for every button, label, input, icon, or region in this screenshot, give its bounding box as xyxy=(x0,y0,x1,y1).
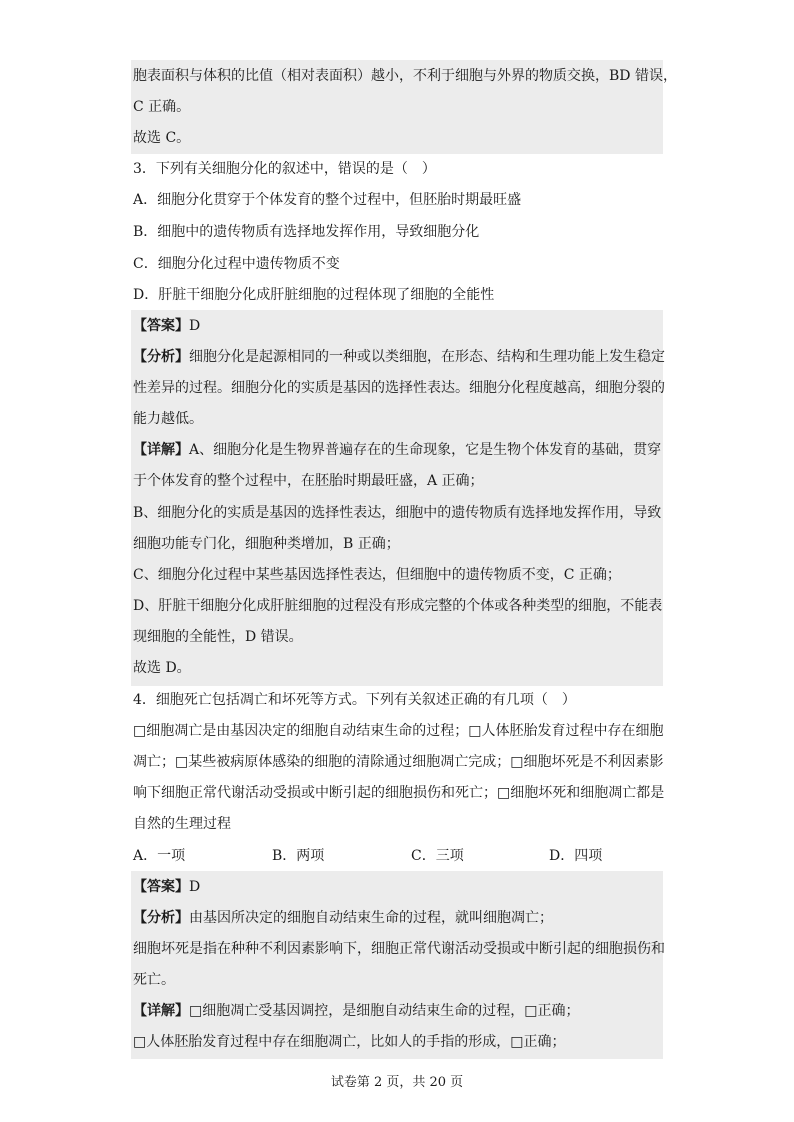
detail-text: A、细胞分化是生物界普遍存在的生命现象，它是生物个体发育的基础，贯穿 xyxy=(189,442,662,458)
question-4-analysis xyxy=(133,908,663,928)
question-4-option-a: A．一项 xyxy=(133,848,186,864)
text-line: 于个体发育的整个过程中，在胚胎时期最旺盛，A 正确； xyxy=(133,473,484,489)
detail-tag: 【详解】 xyxy=(133,1003,189,1019)
question-4-option-c: C．三项 xyxy=(411,848,464,864)
answer-value: D xyxy=(189,318,201,334)
question-4-stem: 4．细胞死亡包括凋亡和坏死等方式。下列有关叙述正确的有几项（ ） xyxy=(133,692,576,708)
text-line: 故选 D。 xyxy=(133,660,191,676)
text-line: 响下细胞正常代谢活动受损或中断引起的细胞损伤和死亡；□细胞坏死和细胞凋亡都是 xyxy=(133,785,665,801)
question-4-option-b: B．两项 xyxy=(272,848,325,864)
text-line: B、细胞分化的实质是基因的选择性表达，细胞中的遗传物质有选择地发挥作用，导致 xyxy=(133,505,662,521)
analysis-text: 细胞分化是起源相同的一种或以类细胞，在形态、结构和生理功能上发生稳定 xyxy=(189,349,665,365)
answer-tag: 【答案】 xyxy=(133,318,189,334)
question-3-option-a: A．细胞分化贯穿于个体发育的整个过程中，但胚胎时期最旺盛 xyxy=(133,192,522,208)
question-3-answer xyxy=(133,316,663,336)
question-3-detail xyxy=(133,440,663,460)
detail-tag: 【详解】 xyxy=(133,442,189,458)
text-line: 能力越低。 xyxy=(133,411,203,427)
text-line: 自然的生理过程 xyxy=(133,816,231,832)
text-line: □人体胚胎发育过程中存在细胞凋亡，比如人的手指的形成，□正确； xyxy=(133,1034,566,1050)
question-3-stem: 3．下列有关细胞分化的叙述中，错误的是（ ） xyxy=(133,161,436,177)
answer-value: D xyxy=(189,879,201,895)
question-4-answer xyxy=(133,877,663,897)
analysis-tag: 【分析】 xyxy=(133,349,189,365)
shaded-block-q4-solution xyxy=(131,871,663,1059)
text-line: 细胞功能专门化，细胞种类增加，B 正确； xyxy=(133,536,400,552)
detail-text: □细胞凋亡受基因调控，是细胞自动结束生命的过程，□正确； xyxy=(189,1003,580,1019)
text-line: 性差异的过程。细胞分化的实质是基因的选择性表达。细胞分化程度越高，细胞分裂的 xyxy=(133,380,665,396)
text-line: 细胞坏死是指在种种不利因素影响下，细胞正常代谢活动受损或中断引起的细胞损伤和 xyxy=(133,941,665,957)
analysis-text: 由基因所决定的细胞自动结束生命的过程，就叫细胞凋亡； xyxy=(189,910,553,926)
question-3-option-d: D．肝脏干细胞分化成肝脏细胞的过程体现了细胞的全能性 xyxy=(133,287,495,303)
text-line: 故选 C。 xyxy=(133,130,191,146)
text-line: 现细胞的全能性，D 错误。 xyxy=(133,629,303,645)
question-3-analysis xyxy=(133,347,663,367)
answer-tag: 【答案】 xyxy=(133,879,189,895)
page-footer: 试卷第 2 页，共 20 页 xyxy=(330,1075,464,1090)
question-4-option-d: D．四项 xyxy=(549,848,603,864)
text-line: 胞表面积与体积的比值（相对表面积）越小，不利于细胞与外界的物质交换，BD 错误， xyxy=(133,68,677,84)
question-3-option-c: C．细胞分化过程中遗传物质不变 xyxy=(133,256,340,272)
question-4-detail xyxy=(133,1001,663,1021)
text-line: 凋亡；□某些被病原体感染的细胞的清除通过细胞凋亡完成；□细胞坏死是不利因素影 xyxy=(133,754,664,770)
analysis-tag: 【分析】 xyxy=(133,910,189,926)
text-line: □细胞凋亡是由基因决定的细胞自动结束生命的过程；□人体胚胎发育过程中存在细胞 xyxy=(133,723,664,739)
text-line: 死亡。 xyxy=(133,972,175,988)
question-3-option-b: B．细胞中的遗传物质有选择地发挥作用，导致细胞分化 xyxy=(133,224,480,240)
text-line: C、细胞分化过程中某些基因选择性表达，但细胞中的遗传物质不变，C 正确； xyxy=(133,567,621,583)
text-line: C 正确。 xyxy=(133,99,191,115)
text-line: D、肝脏干细胞分化成肝脏细胞的过程没有形成完整的个体或各种类型的细胞，不能表 xyxy=(133,598,663,614)
